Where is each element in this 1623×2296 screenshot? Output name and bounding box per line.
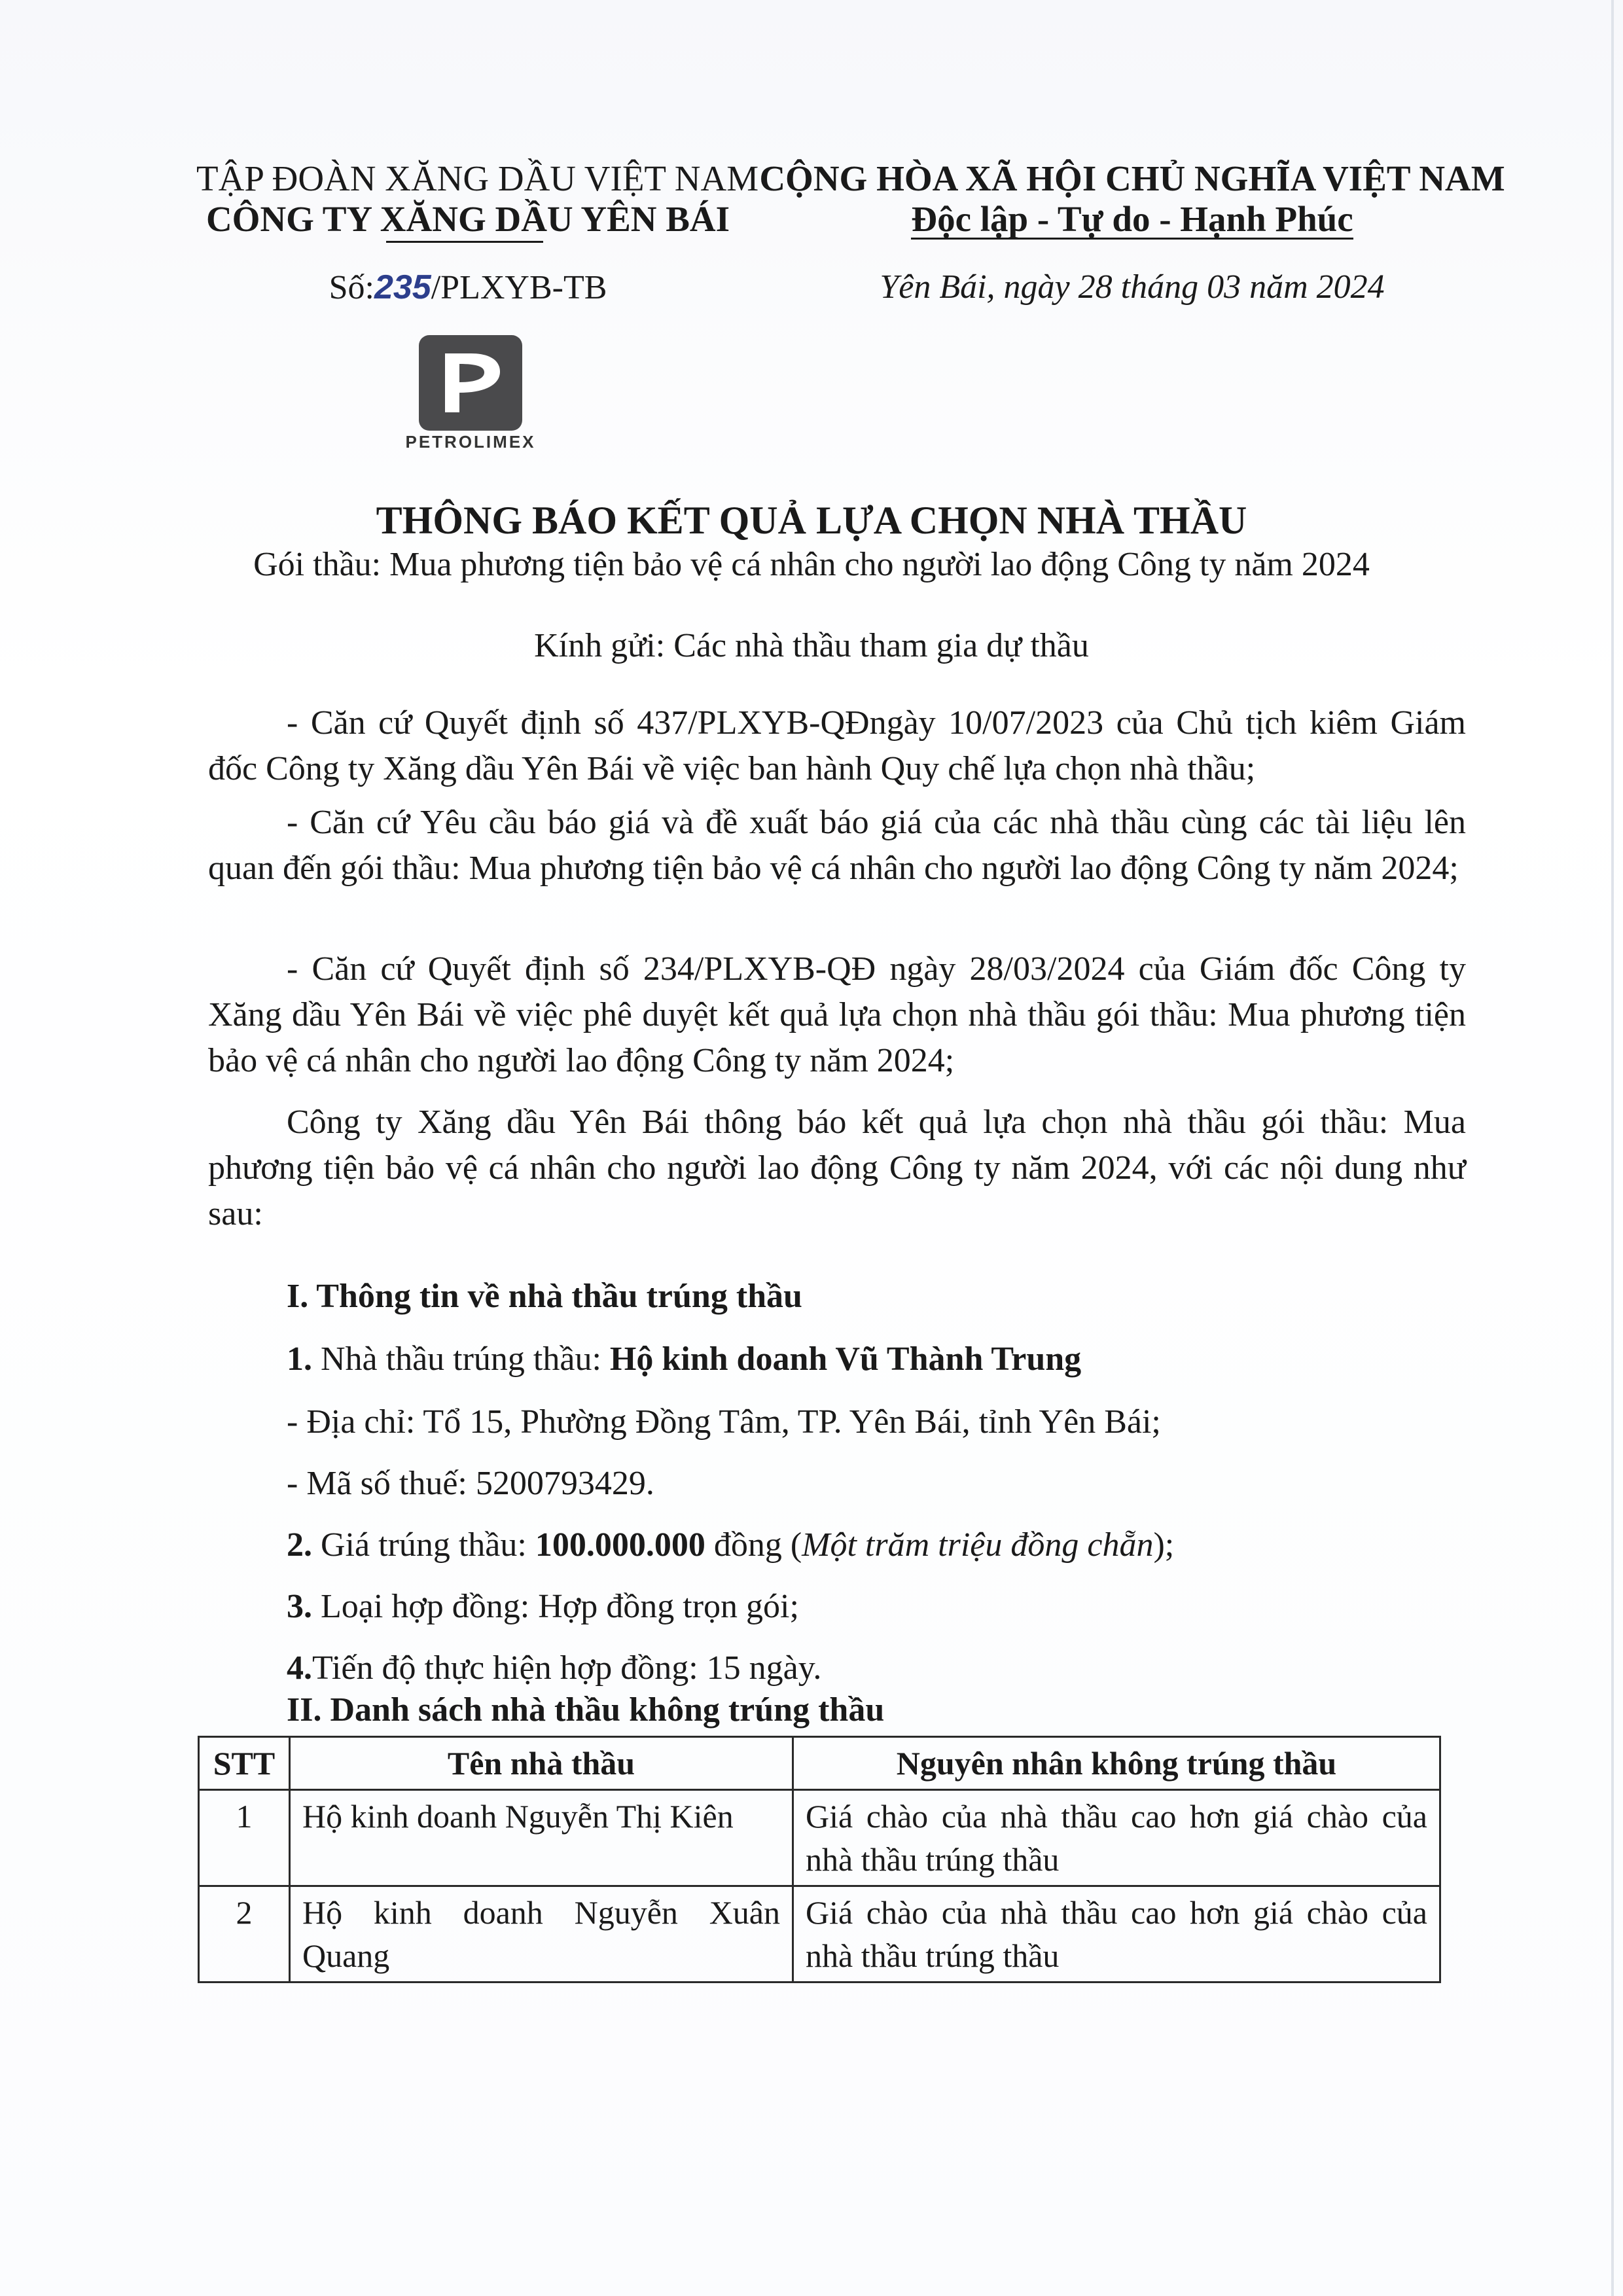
basis-paragraph-1: - Căn cứ Quyết định số 437/PLXYB-QĐngày 10/07/2023 của Chủ tịch kiêm Giám đốc Công ty Xăng dầu Yên Bái về việc ban hành Quy chế lựa chọn nhà thầu; (208, 704, 1466, 787)
price-amount: 100.000.000 (535, 1526, 705, 1564)
winner-tax-code: - Mã số thuế: 5200793429. (287, 1465, 654, 1502)
table-row (199, 1790, 1440, 1886)
package-name (0, 543, 1623, 586)
document-title-text: THÔNG BÁO KẾT QUẢ LỰA CHỌN NHÀ THẦU (376, 499, 1247, 542)
org-name (196, 198, 740, 241)
contract-type-line (287, 1584, 799, 1630)
scan-edge (1611, 0, 1614, 2296)
bidder-name: Hộ kinh doanh Nguyễn Thị Kiên (290, 1790, 793, 1886)
org-parent (196, 157, 759, 200)
document-title (0, 499, 1623, 542)
basis-paragraph-3: - Căn cứ Quyết định số 234/PLXYB-QĐ ngày 28/03/2024 của Giám đốc Công ty Xăng dầu Yên Bái về việc phê duyệt kết quả lựa chọn nhà thầu gói thầu: Mua phương tiện bảo vệ cá nhân cho người lao động Công ty năm 2024; (208, 950, 1466, 1079)
doc-date-text: Yên Bái, ngày 28 tháng 03 năm 2024 (880, 268, 1385, 306)
contract-type-text: Loại hợp đồng: Hợp đồng trọn gói; (312, 1588, 799, 1625)
recipient-line (0, 624, 1623, 668)
national-title-text: CỘNG HÒA XÃ HỘI CHỦ NGHĨA VIỆT NAM (759, 158, 1505, 198)
table-row (199, 1886, 1440, 1982)
column-header-reason: Nguyên nhân không trúng thầu (793, 1737, 1440, 1790)
doc-number-suffix: /PLXYB-TB (431, 269, 607, 306)
national-motto (759, 198, 1505, 241)
bidder-name: Hộ kinh doanh Nguyễn Xuân Quang (290, 1886, 793, 1982)
price-in-words: Một trăm triệu đồng chẵn (802, 1526, 1154, 1564)
row-index: 2 (199, 1886, 290, 1982)
reason-text: Giá chào của nhà thầu cao hơn giá chào của nhà thầu trúng thầu (793, 1886, 1440, 1982)
doc-number-handwritten: 235 (374, 268, 431, 306)
national-motto-text: Độc lập - Tự do - Hạnh Phúc (911, 199, 1353, 239)
winner-address: - Địa chỉ: Tổ 15, Phường Đồng Tâm, TP. Yên Bái, tỉnh Yên Bái; (287, 1403, 1161, 1441)
item-4-number: 4. (287, 1649, 312, 1687)
price-end: ); (1153, 1526, 1175, 1564)
doc-date (759, 266, 1505, 309)
section-1-heading: I. Thông tin về nhà thầu trúng thầu (287, 1278, 802, 1315)
package-name-text: Gói thầu: Mua phương tiện bảo vệ cá nhân cho người lao động Công ty năm 2024 (253, 546, 1370, 583)
org-name-text: CÔNG TY XĂNG DẦU YÊN BÁI (205, 199, 730, 239)
winner-line (287, 1336, 1081, 1382)
doc-number-prefix: Số: (329, 269, 374, 306)
column-header-stt: STT (199, 1737, 290, 1790)
logo-wordmark: PETROLIMEX (405, 432, 536, 452)
recipient-text: Kính gửi: Các nhà thầu tham gia dự thầu (534, 627, 1089, 664)
item-2-number: 2. (287, 1526, 312, 1564)
price-label: Giá trúng thầu: (312, 1526, 535, 1564)
table-header-row (199, 1737, 1440, 1790)
announcement-paragraph: Công ty Xăng dầu Yên Bái thông báo kết quả lựa chọn nhà thầu gói thầu: Mua phương tiện bảo vệ cá nhân cho người lao động Công ty năm 2024, với các nội dung như sau: (208, 1103, 1466, 1232)
price-unit: đồng ( (705, 1526, 802, 1564)
section-2-heading: II. Danh sách nhà thầu không trúng thầu (287, 1691, 885, 1729)
basis-paragraph-2: - Căn cứ Yêu cầu báo giá và đề xuất báo giá của các nhà thầu cùng các tài liệu lên quan đến gói thầu: Mua phương tiện bảo vệ cá nhân cho người lao động Công ty năm 2024; (208, 804, 1466, 887)
national-title (759, 157, 1505, 200)
winner-name: Hộ kinh doanh Vũ Thành Trung (609, 1340, 1082, 1378)
item-3-number: 3. (287, 1588, 312, 1625)
schedule-text: Tiến độ thực hiện hợp đồng: 15 ngày. (312, 1649, 822, 1687)
item-1-number: 1. (287, 1340, 312, 1378)
reason-text: Giá chào của nhà thầu cao hơn giá chào của nhà thầu trúng thầu (793, 1790, 1440, 1886)
org-underline (386, 241, 543, 243)
column-header-bidder: Tên nhà thầu (290, 1737, 793, 1790)
org-parent-text: TẬP ĐOÀN XĂNG DẦU VIỆT NAM (196, 158, 759, 198)
winning-price-line (287, 1522, 1174, 1568)
winner-label: Nhà thầu trúng thầu: (312, 1340, 610, 1378)
petrolimex-logo-icon (419, 335, 522, 431)
schedule-line (287, 1645, 821, 1691)
doc-number (196, 266, 740, 310)
unsuccessful-bidders-table (198, 1736, 1441, 1983)
row-index: 1 (199, 1790, 290, 1886)
